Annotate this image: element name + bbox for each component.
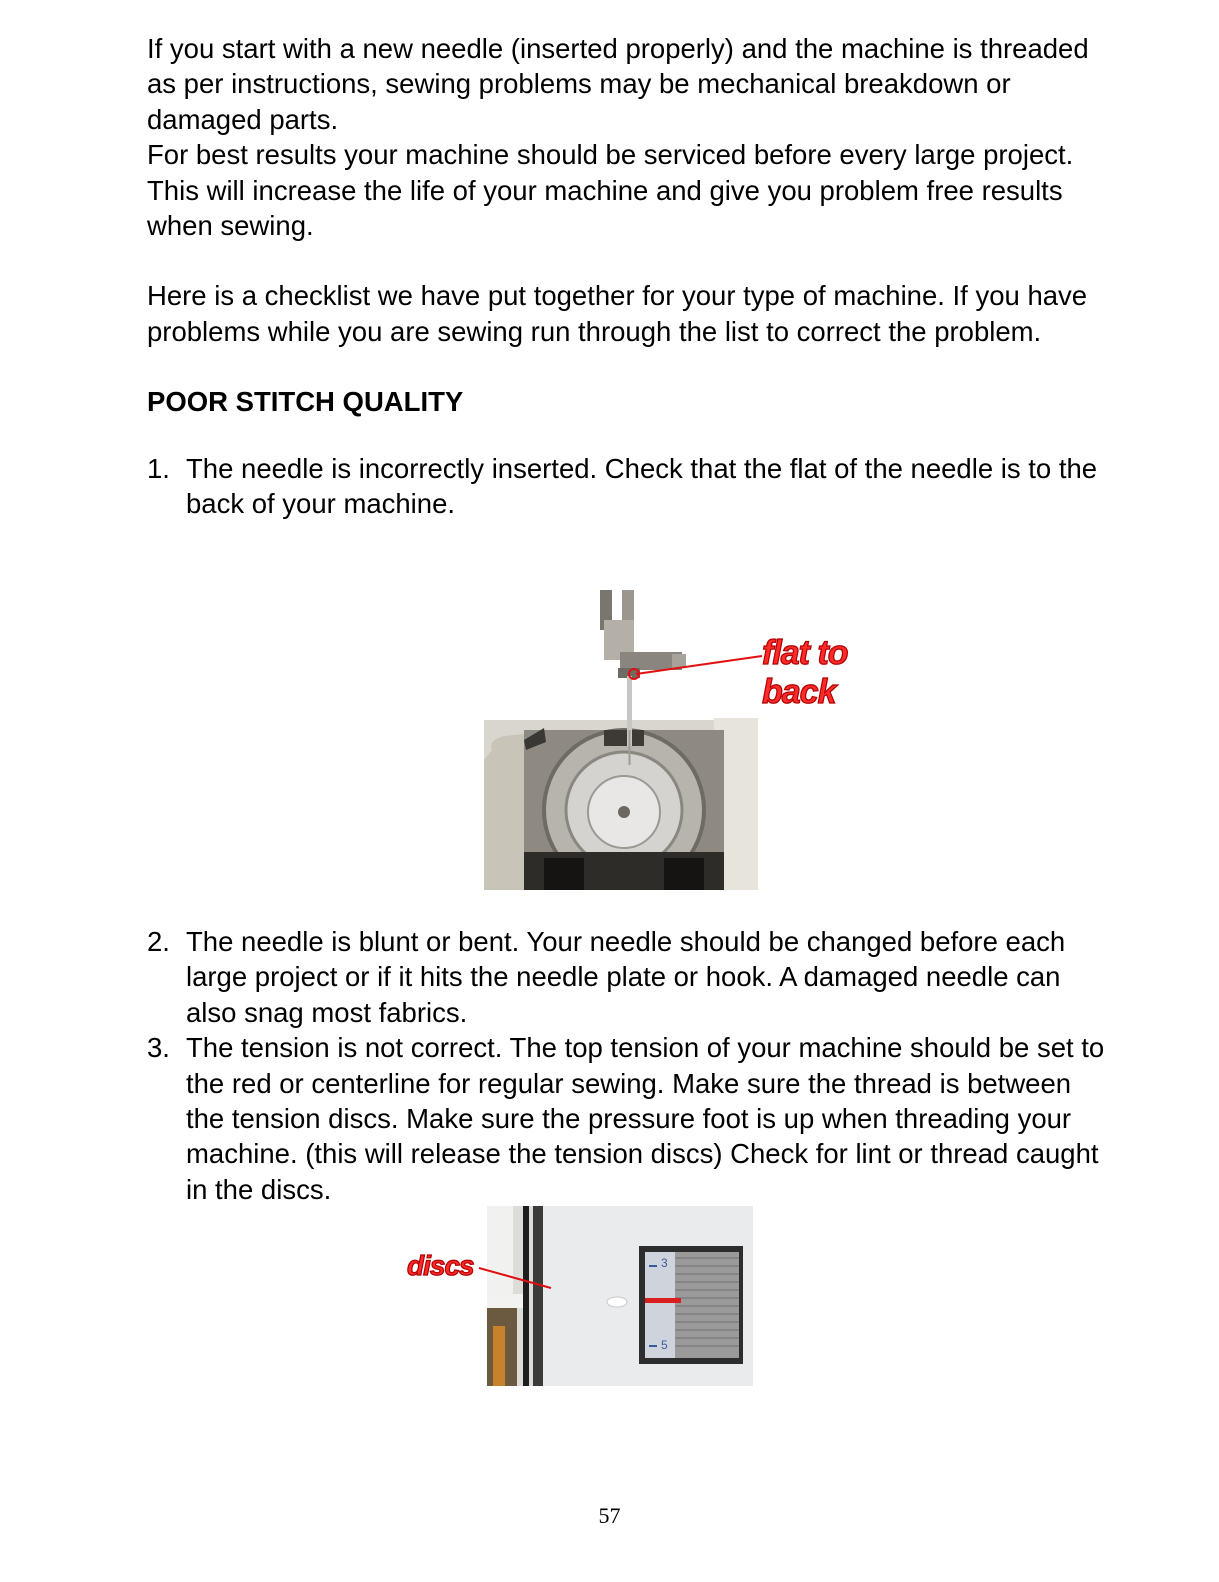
spacer	[147, 243, 1107, 278]
document-body	[147, 31, 1107, 521]
document-body-continued	[147, 924, 1107, 1207]
list-item	[147, 1030, 1107, 1207]
dial-mark-bottom: 5	[661, 1338, 668, 1352]
list-item-number: 3.	[147, 1032, 170, 1064]
intro-paragraph-2: For best results your machine should be serviced before every large project. This will increase the life of your machine and give you problem free results when sewing.	[147, 139, 1074, 242]
tension-dial-illustration	[405, 1206, 755, 1388]
checklist	[147, 451, 1107, 522]
list-item-text: The tension is not correct. The top tension of your machine should be set to the red or centerline for regular sewing. Make sure the thread is between the tension discs. Make sure the pressure foot is up when threading your machine. (this will release the tension discs) Check for lint or thread caught in the discs.	[186, 1032, 1105, 1205]
list-item-number: 2.	[147, 926, 170, 957]
flat-to-back-label: flat to back	[762, 634, 848, 711]
needle-photo-figure	[484, 590, 914, 890]
intro-paragraph-1: If you start with a new needle (inserted properly) and the machine is threaded as per instructions, sewing problems may be mechanical breakdown or damaged parts.	[147, 33, 1089, 135]
section-title: POOR STITCH QUALITY	[147, 386, 464, 418]
list-item-text: The needle is incorrectly inserted. Check that the flat of the needle is to the back of your machine.	[186, 452, 1098, 520]
tension-discs-figure	[405, 1206, 755, 1388]
spacer	[147, 420, 1107, 451]
checklist-continued	[147, 924, 1107, 1207]
discs-label: discs	[407, 1250, 474, 1281]
list-item-number: 1.	[147, 452, 170, 484]
list-item-text: The needle is blunt or bent. Your needle should be changed before each large project or if it hits the needle plate or hook. A damaged needle can also snag most fabrics.	[186, 926, 1066, 1028]
list-item	[147, 924, 1107, 1030]
page-number: 57	[598, 1503, 621, 1528]
dial-mark-top: 3	[661, 1256, 668, 1270]
spacer	[147, 349, 1107, 384]
list-item	[147, 451, 1107, 522]
intro-paragraph-3: Here is a checklist we have put together for your type of machine. If you have problems while you are sewing run through the list to correct the problem.	[147, 280, 1088, 347]
